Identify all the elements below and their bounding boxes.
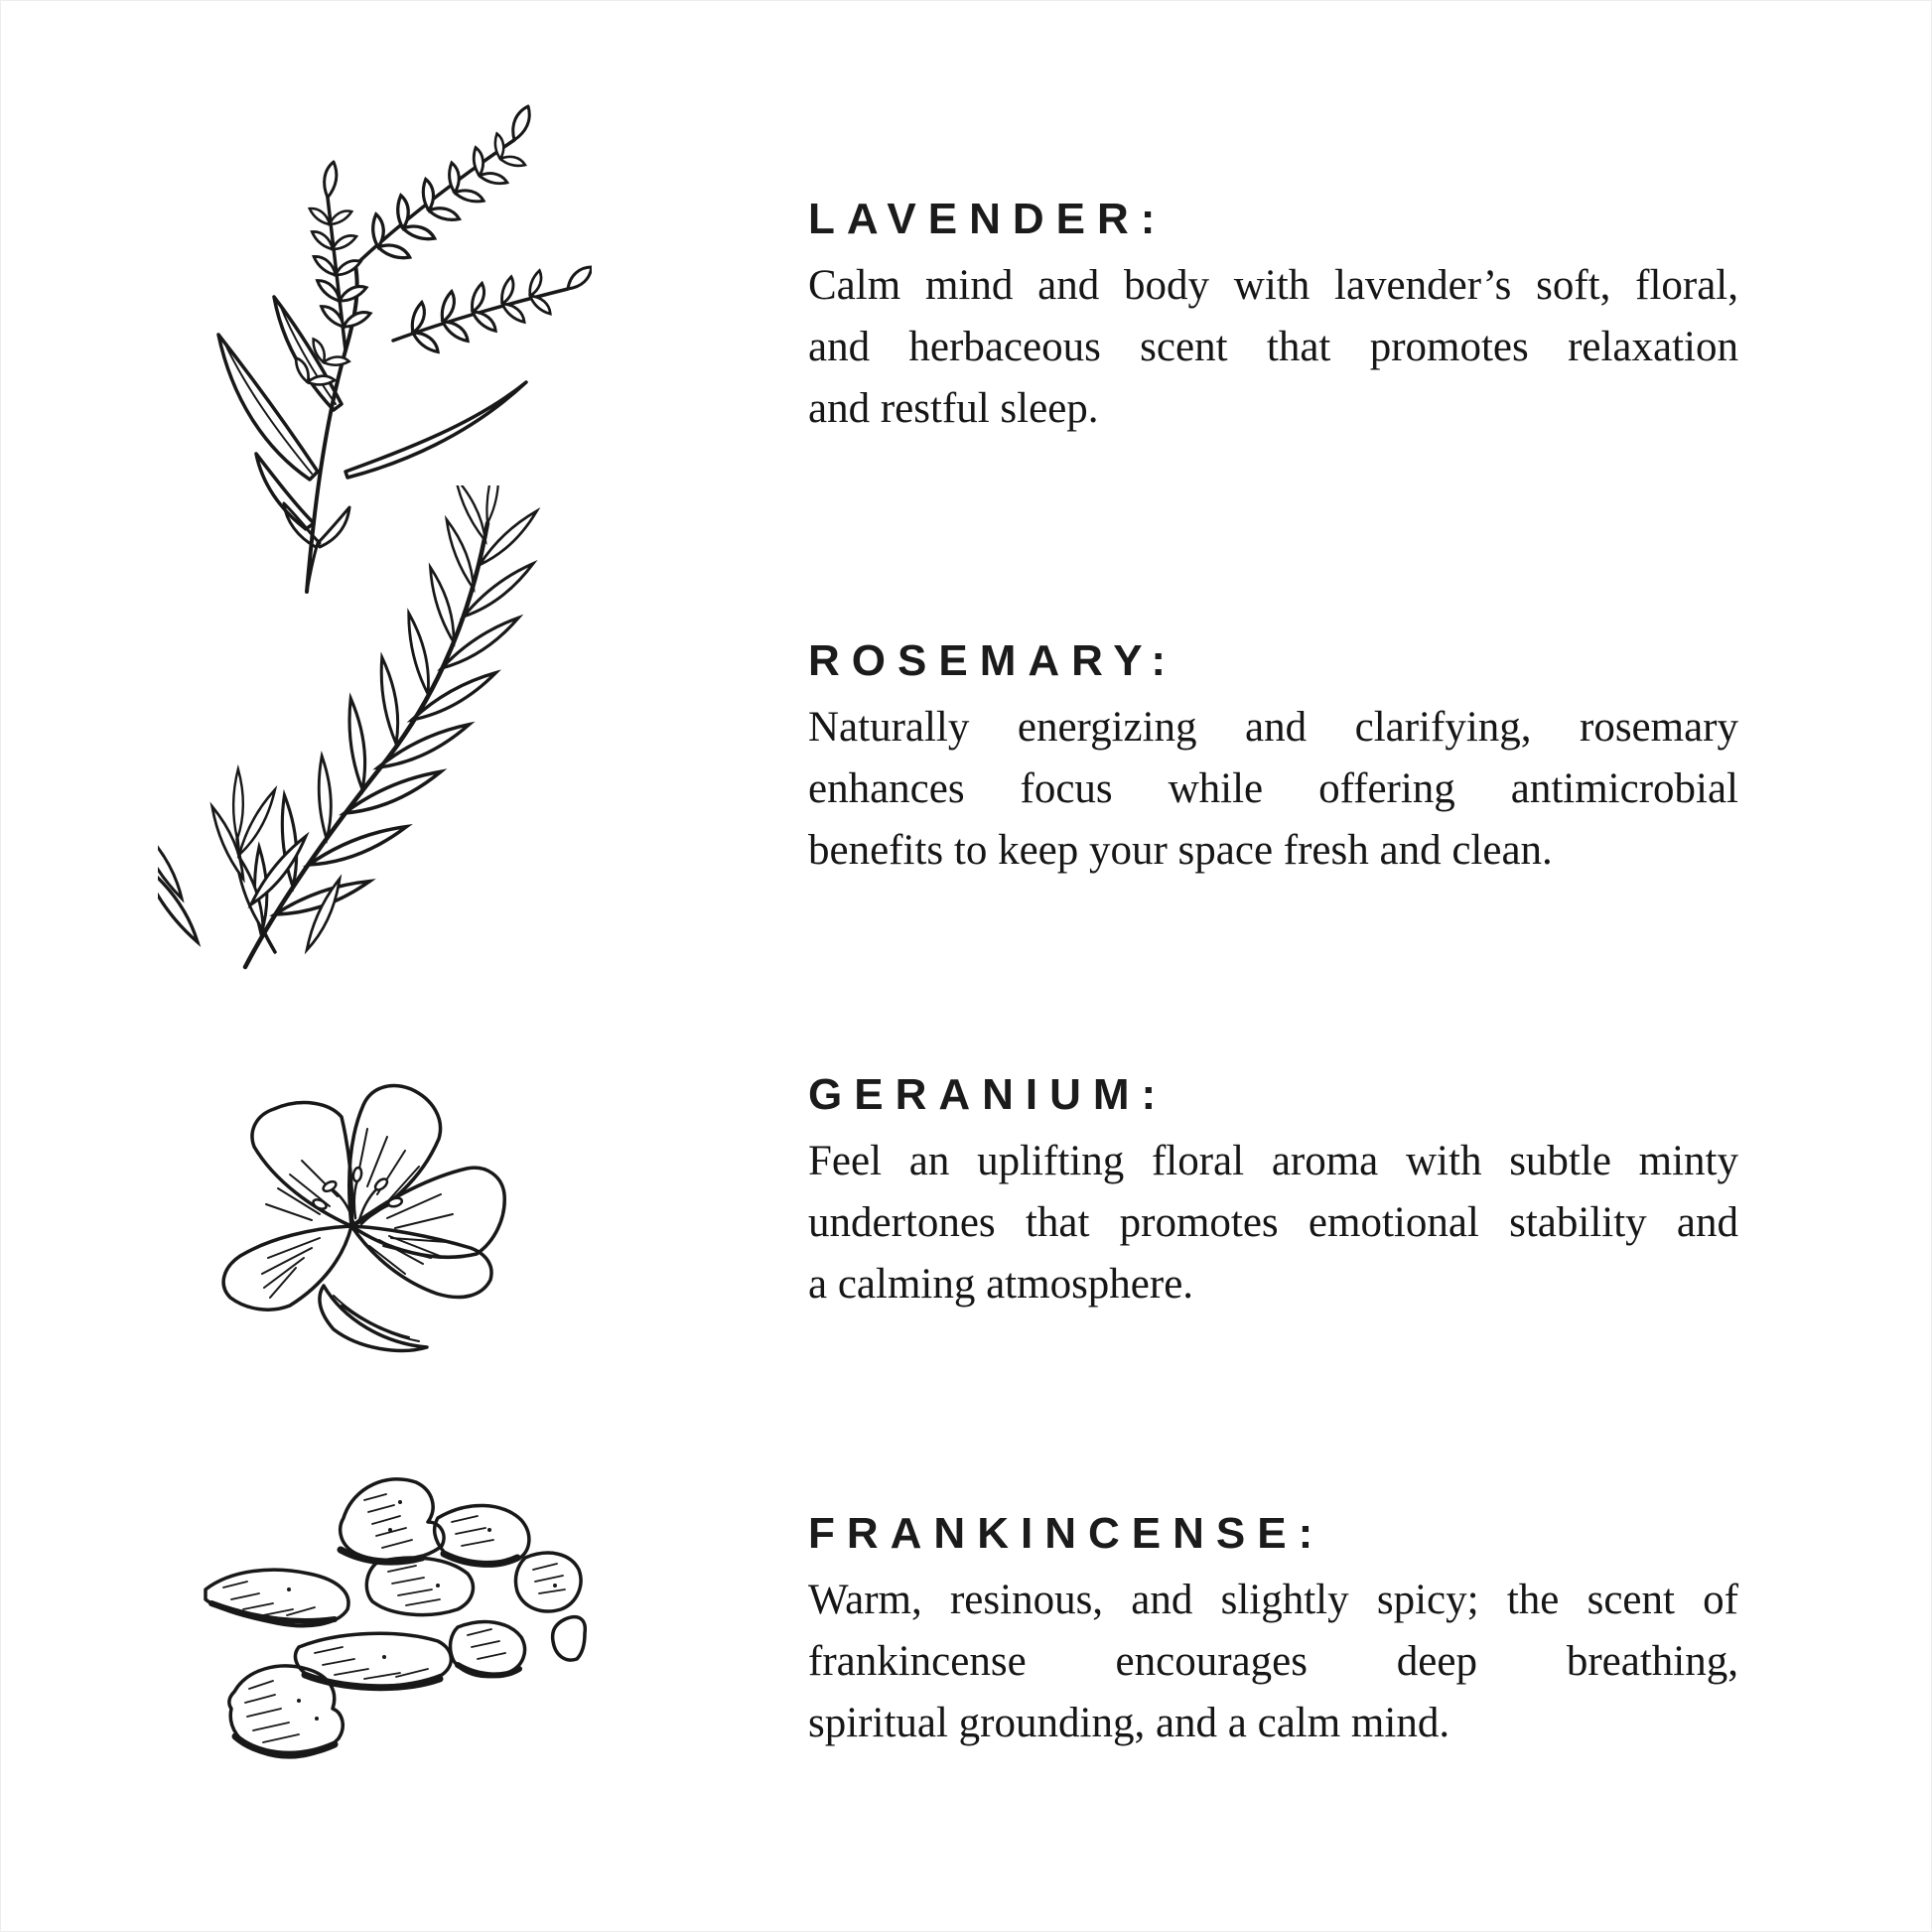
section-frankincense <box>808 1509 1738 1754</box>
geranium-description <box>808 1131 1738 1315</box>
text-line: undertones that promotes emotional stability and <box>808 1199 1738 1246</box>
rosemary-description <box>808 697 1738 882</box>
section-rosemary <box>808 636 1738 882</box>
frankincense-heading: FRANKINCENSE: <box>808 1509 1325 1558</box>
text-line: Feel an uplifting floral aroma with subtle minty <box>808 1138 1738 1184</box>
text-line: spiritual grounding, and a calm mind. <box>808 1700 1450 1746</box>
text-line: Calm mind and body with lavender’s soft, floral, <box>808 262 1738 309</box>
text-line: Warm, resinous, and slightly spicy; the scent of <box>808 1577 1738 1623</box>
rosemary-heading: ROSEMARY: <box>808 636 1177 685</box>
rosemary-illustration-icon <box>158 485 550 972</box>
geranium-illustration-icon <box>163 1059 515 1369</box>
text-line: and restful sleep. <box>808 385 1099 432</box>
text-line: and herbaceous scent that promotes relaxation <box>808 324 1738 370</box>
geranium-heading: GERANIUM: <box>808 1070 1169 1119</box>
text-line: Naturally energizing and clarifying, rosemary <box>808 704 1738 751</box>
text-line: frankincense encourages deep breathing, <box>808 1638 1738 1685</box>
lavender-description <box>808 255 1738 440</box>
frankincense-illustration-icon <box>140 1458 587 1801</box>
text-line: enhances focus while offering antimicrobial <box>808 765 1738 812</box>
text-line: a calming atmosphere. <box>808 1261 1194 1308</box>
lavender-heading: LAVENDER: <box>808 195 1168 243</box>
section-geranium <box>808 1070 1738 1315</box>
frankincense-description <box>808 1570 1738 1754</box>
text-line: benefits to keep your space fresh and clean. <box>808 827 1553 874</box>
section-lavender <box>808 195 1738 440</box>
